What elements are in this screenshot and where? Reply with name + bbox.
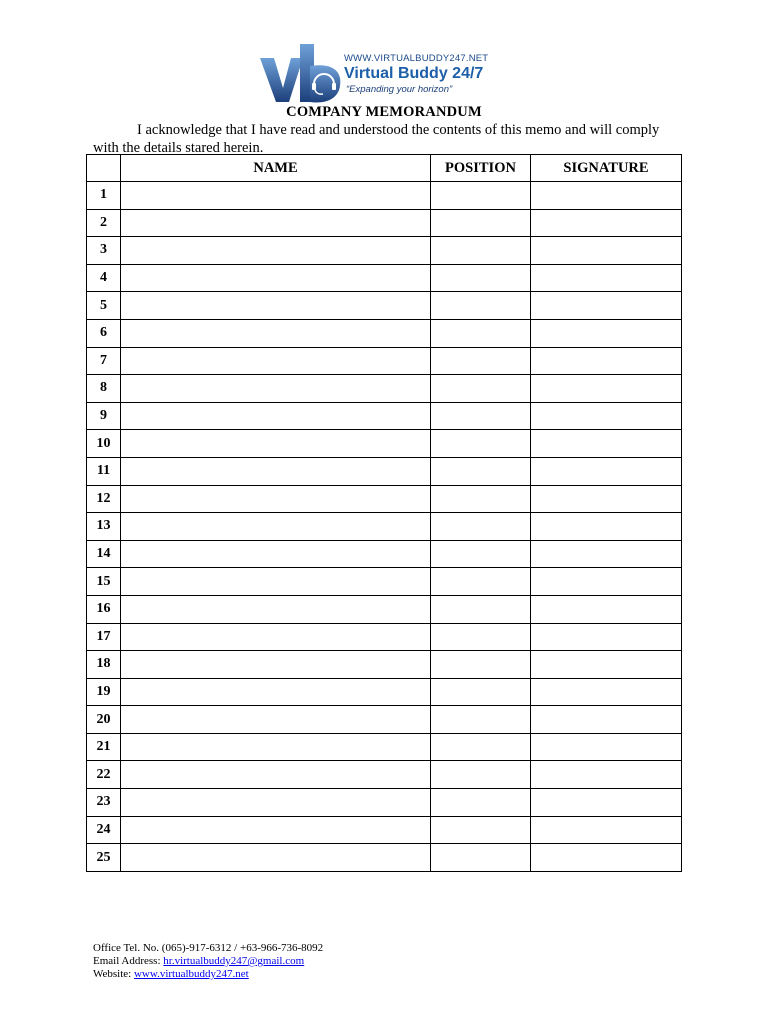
signature-cell[interactable]: [531, 568, 682, 596]
table-row: [87, 402, 682, 430]
name-cell[interactable]: [121, 623, 431, 651]
name-cell[interactable]: [121, 402, 431, 430]
position-cell[interactable]: [431, 623, 531, 651]
table-row: [87, 237, 682, 265]
name-cell[interactable]: [121, 513, 431, 541]
table-row: [87, 733, 682, 761]
logo-company-name: Virtual Buddy 24/7: [344, 65, 484, 82]
row-number: 9: [87, 402, 121, 430]
table-row: [87, 844, 682, 872]
position-cell[interactable]: [431, 568, 531, 596]
row-number: 6: [87, 319, 121, 347]
signature-table-body: [87, 182, 682, 872]
table-row: [87, 789, 682, 817]
table-row: [87, 706, 682, 734]
signature-cell[interactable]: [531, 264, 682, 292]
position-cell[interactable]: [431, 182, 531, 210]
row-number: 10: [87, 430, 121, 458]
acknowledgement-paragraph: [93, 121, 683, 157]
signature-cell[interactable]: [531, 706, 682, 734]
table-row: [87, 816, 682, 844]
signature-cell[interactable]: [531, 761, 682, 789]
table-row: [87, 347, 682, 375]
row-number: 17: [87, 623, 121, 651]
email-link[interactable]: hr.virtualbuddy247@gmail.com: [163, 955, 305, 967]
name-cell[interactable]: [121, 761, 431, 789]
logo-url-text: WWW.VIRTUALBUDDY247.NET: [344, 53, 489, 64]
signature-cell[interactable]: [531, 623, 682, 651]
table-row: [87, 375, 682, 403]
name-cell[interactable]: [121, 209, 431, 237]
document-title: COMPANY MEMORANDUM: [286, 104, 482, 120]
name-cell[interactable]: [121, 264, 431, 292]
position-cell[interactable]: [431, 457, 531, 485]
signature-cell[interactable]: [531, 457, 682, 485]
vb-logo-mark-icon: [258, 44, 344, 104]
signature-cell[interactable]: [531, 237, 682, 265]
table-row: [87, 264, 682, 292]
row-number: 16: [87, 595, 121, 623]
row-number: 4: [87, 264, 121, 292]
position-cell[interactable]: [431, 237, 531, 265]
website-line: [93, 968, 323, 981]
signature-cell[interactable]: [531, 789, 682, 817]
row-number: 13: [87, 513, 121, 541]
signature-cell[interactable]: [531, 733, 682, 761]
name-cell[interactable]: [121, 651, 431, 679]
name-cell[interactable]: [121, 485, 431, 513]
header-position: POSITION: [431, 155, 531, 182]
signature-cell[interactable]: [531, 485, 682, 513]
position-cell[interactable]: [431, 209, 531, 237]
company-logo: [258, 44, 520, 104]
row-number: 8: [87, 375, 121, 403]
name-cell[interactable]: [121, 182, 431, 210]
position-cell[interactable]: [431, 651, 531, 679]
position-cell[interactable]: [431, 430, 531, 458]
name-cell[interactable]: [121, 457, 431, 485]
row-number: 7: [87, 347, 121, 375]
row-number: 18: [87, 651, 121, 679]
position-cell[interactable]: [431, 402, 531, 430]
signature-cell[interactable]: [531, 540, 682, 568]
position-cell[interactable]: [431, 706, 531, 734]
row-number: 2: [87, 209, 121, 237]
name-cell[interactable]: [121, 733, 431, 761]
table-row: [87, 485, 682, 513]
name-cell[interactable]: [121, 430, 431, 458]
signature-cell[interactable]: [531, 347, 682, 375]
table-row: [87, 182, 682, 210]
position-cell[interactable]: [431, 292, 531, 320]
row-number: 24: [87, 816, 121, 844]
position-cell[interactable]: [431, 264, 531, 292]
signature-cell[interactable]: [531, 182, 682, 210]
row-number: 12: [87, 485, 121, 513]
row-number: 3: [87, 237, 121, 265]
position-cell[interactable]: [431, 375, 531, 403]
signature-cell[interactable]: [531, 430, 682, 458]
email-label: Email Address:: [93, 955, 164, 967]
table-row: [87, 595, 682, 623]
position-cell[interactable]: [431, 319, 531, 347]
row-number: 11: [87, 457, 121, 485]
header-signature: SIGNATURE: [531, 155, 682, 182]
table-row: [87, 513, 682, 541]
email-line: [93, 955, 323, 968]
table-row: [87, 209, 682, 237]
position-cell[interactable]: [431, 761, 531, 789]
row-number: 5: [87, 292, 121, 320]
table-row: [87, 292, 682, 320]
position-cell[interactable]: [431, 513, 531, 541]
name-cell[interactable]: [121, 319, 431, 347]
position-cell[interactable]: [431, 816, 531, 844]
table-row: [87, 651, 682, 679]
signature-cell[interactable]: [531, 513, 682, 541]
signature-cell[interactable]: [531, 595, 682, 623]
position-cell[interactable]: [431, 485, 531, 513]
position-cell[interactable]: [431, 540, 531, 568]
name-cell[interactable]: [121, 816, 431, 844]
name-cell[interactable]: [121, 595, 431, 623]
name-cell[interactable]: [121, 237, 431, 265]
table-row: [87, 761, 682, 789]
signature-cell[interactable]: [531, 209, 682, 237]
row-number: 20: [87, 706, 121, 734]
table-row: [87, 540, 682, 568]
footer: [93, 942, 323, 981]
row-number: 1: [87, 182, 121, 210]
table-row: [87, 430, 682, 458]
position-cell[interactable]: [431, 347, 531, 375]
signature-cell[interactable]: [531, 319, 682, 347]
row-number: 23: [87, 789, 121, 817]
signature-cell[interactable]: [531, 375, 682, 403]
name-cell[interactable]: [121, 375, 431, 403]
website-label: Website:: [93, 968, 134, 980]
row-number: 14: [87, 540, 121, 568]
signature-cell[interactable]: [531, 678, 682, 706]
signature-table: [86, 154, 682, 872]
name-cell[interactable]: [121, 292, 431, 320]
row-number: 15: [87, 568, 121, 596]
row-number: 22: [87, 761, 121, 789]
header-number: [87, 155, 121, 182]
position-cell[interactable]: [431, 678, 531, 706]
table-row: [87, 623, 682, 651]
row-number: 25: [87, 844, 121, 872]
name-cell[interactable]: [121, 540, 431, 568]
signature-cell[interactable]: [531, 844, 682, 872]
position-cell[interactable]: [431, 595, 531, 623]
website-link[interactable]: www.virtualbuddy247.net: [133, 968, 249, 980]
logo-tagline: “Expanding your horizon”: [346, 84, 453, 95]
position-cell[interactable]: [431, 789, 531, 817]
acknowledgement-text: I acknowledge that I have read and understood the contents of this memo and will comply with the details stared herein.: [93, 122, 660, 156]
table-header-row: [87, 155, 682, 182]
header-name: NAME: [121, 155, 431, 182]
table-row: [87, 457, 682, 485]
name-cell[interactable]: [121, 706, 431, 734]
signature-cell[interactable]: [531, 651, 682, 679]
table-row: [87, 678, 682, 706]
table-row: [87, 568, 682, 596]
name-cell[interactable]: [121, 789, 431, 817]
name-cell[interactable]: [121, 844, 431, 872]
office-phone-line: Office Tel. No. (065)-917-6312 / +63-966-736-8092: [93, 942, 324, 954]
name-cell[interactable]: [121, 678, 431, 706]
signature-cell[interactable]: [531, 292, 682, 320]
signature-cell[interactable]: [531, 816, 682, 844]
name-cell[interactable]: [121, 347, 431, 375]
position-cell[interactable]: [431, 733, 531, 761]
name-cell[interactable]: [121, 568, 431, 596]
signature-cell[interactable]: [531, 402, 682, 430]
table-row: [87, 319, 682, 347]
row-number: 21: [87, 733, 121, 761]
position-cell[interactable]: [431, 844, 531, 872]
row-number: 19: [87, 678, 121, 706]
